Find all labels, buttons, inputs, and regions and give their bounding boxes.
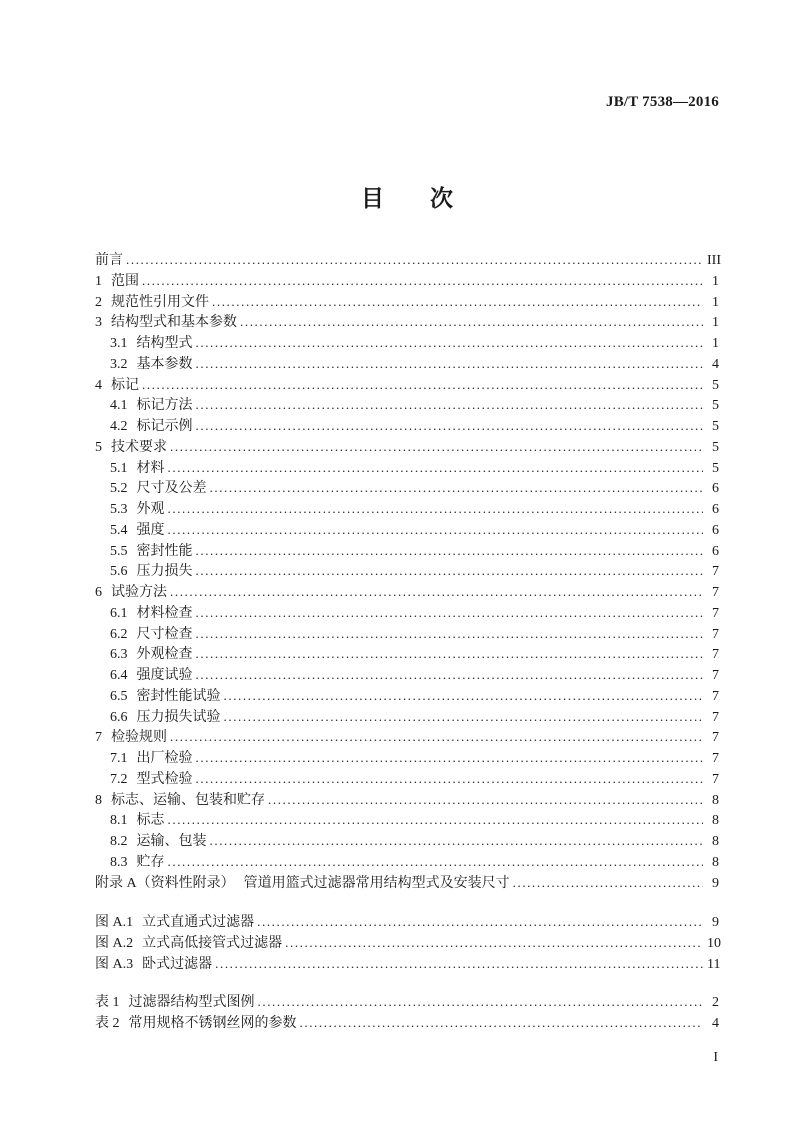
- toc-entry: [95, 727, 719, 748]
- toc-entry: [95, 624, 719, 645]
- document-header: [95, 93, 719, 111]
- toc-dot-leader: [210, 831, 704, 853]
- toc-entry-number: 1: [95, 273, 102, 289]
- toc-entry-number: 8.3: [110, 854, 128, 870]
- toc-dot-leader: [168, 810, 704, 832]
- toc-entry-title: 管道用篮式过滤器常用结构型式及安装尺寸: [243, 875, 510, 891]
- toc-entry: [95, 437, 719, 458]
- toc-dot-leader: [285, 933, 703, 955]
- toc-entry-title: 型式检验: [136, 771, 193, 787]
- toc-entry-page: 6: [712, 502, 719, 517]
- toc-dot-leader: [168, 520, 704, 542]
- toc-dot-leader: [126, 250, 703, 272]
- toc-entry: [95, 312, 719, 333]
- toc-entry-page: 6: [712, 481, 719, 497]
- toc-dot-leader: [196, 561, 704, 583]
- toc-entry-page: 5: [712, 419, 719, 434]
- toc-entry: [95, 954, 719, 975]
- toc-entry-title: 标志、运输、包装和贮存: [111, 792, 265, 808]
- folio-page-number: I: [713, 1050, 719, 1065]
- toc-dot-leader: [168, 852, 704, 874]
- toc-entry-number: 6.6: [110, 709, 128, 725]
- toc-dot-leader: [196, 416, 704, 438]
- toc-dot-leader: [258, 992, 704, 1014]
- toc-dot-leader: [196, 354, 704, 376]
- toc-entry: [95, 644, 719, 665]
- toc-entry-page: III: [707, 253, 721, 268]
- toc-entry: [95, 769, 719, 790]
- toc-page-title: 目 次: [361, 186, 453, 211]
- toc-entry-title: 压力损失试验: [136, 709, 221, 725]
- toc-entry-title: 运输、包装: [136, 834, 207, 849]
- toc-entry-page: 7: [712, 771, 719, 787]
- toc-entry-number: 表 1: [95, 995, 120, 1010]
- toc-dot-leader: [196, 333, 704, 355]
- toc-entry-title: 过滤器结构型式图例: [128, 995, 255, 1010]
- toc-entry-page: 5: [712, 439, 719, 455]
- toc-entry: [95, 912, 719, 933]
- toc-entry-page: 1: [712, 273, 719, 289]
- toc-entry-number: 6.3: [110, 647, 128, 663]
- toc-entry-page: 9: [712, 875, 719, 891]
- toc-entry: [95, 354, 719, 375]
- toc-entry-number: 图 A.3: [95, 956, 134, 972]
- toc-entry: [95, 852, 719, 873]
- toc-entry-title: 标记方法: [136, 398, 193, 414]
- toc-dot-leader: [170, 437, 703, 459]
- toc-entry-number: 表 2: [95, 1015, 120, 1031]
- toc-entry-number: 2: [95, 294, 102, 310]
- toc-dot-leader: [170, 582, 703, 604]
- toc-entry-title: 外观: [136, 502, 165, 517]
- toc-dot-leader: [196, 603, 704, 625]
- toc-dot-leader: [196, 644, 704, 666]
- toc-entry-page: 2: [712, 995, 719, 1010]
- toc-entry-number: 5.3: [110, 502, 128, 517]
- toc-entry: [95, 458, 719, 479]
- toc-entry-number: 3: [95, 315, 102, 331]
- toc-entry-page: 8: [712, 834, 719, 849]
- toc-entry-title: 标记: [111, 377, 139, 393]
- toc-entry-title: 压力损失: [136, 564, 193, 580]
- toc-entry-title: 强度: [136, 522, 165, 538]
- toc-entry: [95, 561, 719, 582]
- toc-entry-number: 5.5: [110, 543, 128, 559]
- toc-entry-title: 立式直通式过滤器: [142, 915, 255, 930]
- toc-entry-title: 强度试验: [136, 668, 193, 683]
- toc-entry-number: 6.2: [110, 626, 128, 642]
- toc-entry-number: 7.1: [110, 751, 128, 766]
- toc-entry-title: 贮存: [136, 854, 165, 870]
- toc-entry-number: 3.1: [110, 336, 128, 351]
- toc-entry-title: 卧式过滤器: [142, 956, 213, 972]
- toc-entry-page: 8: [712, 854, 719, 870]
- toc-entry: [95, 1013, 719, 1034]
- toc-entry-title: 标志: [136, 813, 165, 829]
- toc-entry-number: 5.1: [110, 460, 128, 476]
- toc-entry-page: 5: [712, 398, 719, 414]
- page-footer: [95, 1050, 719, 1066]
- toc-dot-leader: [168, 499, 704, 521]
- toc-entry: [95, 395, 719, 416]
- toc-entry-page: 7: [712, 730, 719, 746]
- toc-dot-leader: [268, 790, 703, 812]
- toc-entry-title: 密封性能: [136, 543, 193, 559]
- toc-entry-title: 立式高低接管式过滤器: [142, 935, 283, 951]
- toc-dot-leader: [196, 748, 704, 770]
- toc-entry-number: 图 A.1: [95, 915, 134, 930]
- toc-entry: [95, 292, 719, 313]
- toc-entry-title: 出厂检验: [136, 751, 193, 766]
- toc-entry-title: 材料: [136, 460, 165, 476]
- toc-entry-page: 7: [712, 751, 719, 766]
- toc-entry-title: 结构型式: [136, 336, 193, 351]
- toc-entry: [95, 790, 719, 811]
- toc-entry-title: 材料检查: [136, 605, 193, 621]
- toc-entry-page: 9: [712, 915, 719, 930]
- toc-dot-leader: [224, 707, 704, 729]
- toc-entry-number: 4.1: [110, 398, 128, 414]
- toc-entry-number: 5.2: [110, 481, 128, 497]
- toc-entry-page: 1: [712, 294, 719, 310]
- toc-entry-number: 8: [95, 792, 102, 808]
- toc-entry-number: 8.2: [110, 834, 128, 849]
- toc-dot-leader: [513, 873, 703, 895]
- toc-dot-leader: [196, 624, 704, 646]
- toc-dot-leader: [224, 686, 704, 708]
- toc-entry: [95, 992, 719, 1013]
- toc-entry: [95, 271, 719, 292]
- toc-entry: [95, 748, 719, 769]
- toc-dot-leader: [168, 458, 704, 480]
- toc-dot-leader: [196, 665, 704, 687]
- toc-entry-page: 6: [712, 522, 719, 538]
- toc-dot-leader: [300, 1013, 704, 1035]
- toc-dot-leader: [196, 395, 704, 417]
- toc-dot-leader: [170, 727, 703, 749]
- toc-entry-number: 5.4: [110, 522, 128, 538]
- toc-entry-number: 4: [95, 377, 102, 393]
- toc-entry: [95, 933, 719, 954]
- toc-entry-title: 规范性引用文件: [111, 294, 209, 310]
- toc-entry-page: 1: [712, 336, 719, 351]
- toc-entry-title: 结构型式和基本参数: [111, 315, 237, 331]
- toc-entry: [95, 831, 719, 852]
- toc-entry: [95, 707, 719, 728]
- toc-entry-number: 6.5: [110, 688, 128, 704]
- standard-code: JB/T 7538—2016: [606, 94, 719, 110]
- toc-entry-page: 7: [712, 709, 719, 725]
- toc-entry: [95, 499, 719, 520]
- toc-figures-list: [95, 912, 719, 974]
- toc-entry-page: 7: [712, 647, 719, 663]
- toc-entry-number: 5: [95, 439, 102, 455]
- toc-entry-number: 7: [95, 730, 102, 746]
- toc-entry: [95, 541, 719, 562]
- toc-entry-title: 前言: [95, 253, 123, 268]
- toc-entry-page: 10: [707, 935, 721, 951]
- toc-entry-title: 常用规格不锈钢丝网的参数: [128, 1015, 297, 1031]
- toc-entry-number: 6.4: [110, 668, 128, 683]
- toc-entry-page: 8: [712, 792, 719, 808]
- toc-entry: [95, 810, 719, 831]
- toc-dot-leader: [257, 912, 703, 934]
- toc-entry-title: 基本参数: [136, 356, 193, 372]
- toc-entry: [95, 375, 719, 396]
- toc-dot-leader: [142, 271, 703, 293]
- toc-entry: [95, 603, 719, 624]
- toc-entry-title: 尺寸检查: [136, 626, 193, 642]
- toc-entry: [95, 333, 719, 354]
- toc-dot-leader: [142, 375, 703, 397]
- toc-entry-page: 5: [712, 377, 719, 393]
- toc-entry-title: 范围: [111, 273, 139, 289]
- toc-entry-number: 8.1: [110, 813, 128, 829]
- toc-entry-number: 7.2: [110, 771, 128, 787]
- toc-entry-number: 4.2: [110, 419, 128, 434]
- toc-tables-list: [95, 992, 719, 1034]
- toc-entry-page: 8: [712, 813, 719, 829]
- toc-entry-page: 7: [712, 585, 719, 600]
- toc-entry-page: 7: [712, 626, 719, 642]
- toc-entry-title: 技术要求: [111, 439, 167, 455]
- toc-dot-leader: [196, 541, 704, 563]
- toc-dot-leader: [212, 292, 703, 314]
- toc-entry: [95, 665, 719, 686]
- toc-entry-number: 6: [95, 585, 102, 600]
- toc-entry: [95, 478, 719, 499]
- toc-entry: [95, 582, 719, 603]
- toc-entry-page: 1: [712, 315, 719, 331]
- toc-entry-page: 6: [712, 543, 719, 559]
- toc-entry-page: 7: [712, 564, 719, 580]
- toc-entry: [95, 686, 719, 707]
- toc-entry-number: 6.1: [110, 605, 128, 621]
- toc-entry: [95, 250, 719, 271]
- toc-entry-title: 密封性能试验: [136, 688, 221, 704]
- toc-dot-leader: [210, 478, 704, 500]
- toc-entry-page: 4: [712, 356, 719, 372]
- toc-entry-page: 5: [712, 460, 719, 476]
- toc-entry-title: 检验规则: [111, 730, 167, 746]
- toc-entry-page: 7: [712, 688, 719, 704]
- toc-entry-title: 尺寸及公差: [136, 481, 207, 497]
- toc-entry: [95, 873, 719, 894]
- toc-entry-title: 标记示例: [136, 419, 193, 434]
- toc-entry-title: 外观检查: [136, 647, 193, 663]
- toc-entry-number: 图 A.2: [95, 935, 134, 951]
- toc-entry-number: 3.2: [110, 356, 128, 372]
- toc-entry-page: 4: [712, 1015, 719, 1031]
- toc-dot-leader: [215, 954, 703, 976]
- toc-entry: [95, 416, 719, 437]
- toc-entry-number: 附录 A（资料性附录）: [95, 875, 235, 891]
- toc-dot-leader: [196, 769, 704, 791]
- toc-entry-page: 11: [707, 956, 721, 972]
- toc-entry: [95, 520, 719, 541]
- toc-list: [95, 250, 719, 893]
- toc-entry-title: 试验方法: [111, 585, 167, 600]
- toc-entry-page: 7: [712, 668, 719, 683]
- toc-entry-number: 5.6: [110, 564, 128, 580]
- toc-dot-leader: [240, 312, 703, 334]
- toc-entry-page: 7: [712, 605, 719, 621]
